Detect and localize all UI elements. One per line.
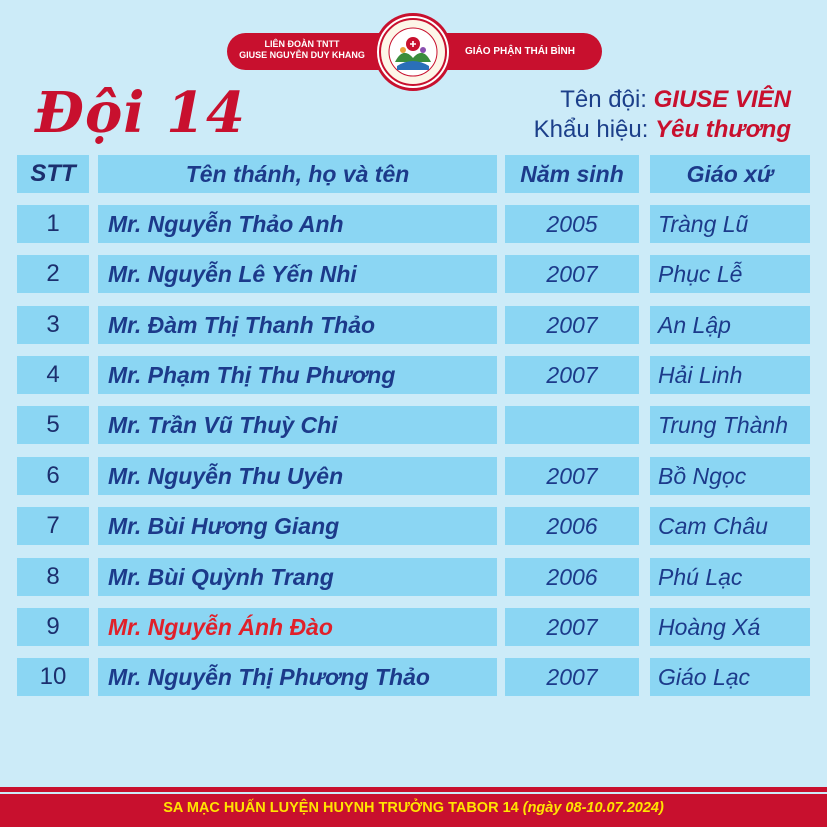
row-parish: Hoàng Xá [650, 608, 810, 646]
team-motto-value: Yêu thương [655, 116, 791, 143]
row-parish: Tràng Lũ [650, 205, 810, 243]
row-name: Mr. Nguyễn Thu Uyên [98, 457, 497, 495]
row-stt: 5 [17, 406, 89, 444]
row-name: Mr. Nguyễn Thị Phương Thảo [98, 658, 497, 696]
row-year: 2007 [505, 457, 639, 495]
row-year: 2007 [505, 356, 639, 394]
header-stt: STT [17, 155, 89, 193]
row-parish: Phú Lạc [650, 558, 810, 596]
header-parish: Giáo xứ [650, 155, 810, 193]
row-year: 2007 [505, 608, 639, 646]
header-name: Tên thánh, họ và tên [98, 155, 497, 193]
team-motto-label: Khẩu hiệu: [533, 116, 649, 143]
row-name: Mr. Đàm Thị Thanh Thảo [98, 306, 497, 344]
row-stt: 4 [17, 356, 89, 394]
row-parish: Trung Thành [650, 406, 810, 444]
team-name-line [560, 86, 791, 114]
row-name: Mr. Bùi Quỳnh Trang [98, 558, 497, 596]
team-motto-line [534, 116, 791, 144]
row-stt: 7 [17, 507, 89, 545]
row-parish: Bồ Ngọc [650, 457, 810, 495]
footer-text: SA MẠC HUẤN LUYỆN HUYNH TRƯỞNG TABOR 14 [163, 800, 519, 816]
row-name: Mr. Nguyễn Thảo Anh [98, 205, 497, 243]
federation-line1: LIÊN ĐOÀN TNTT [264, 39, 340, 49]
team-name-value: GIUSE VIÊN [653, 86, 791, 113]
team-name-label: Tên đội: [560, 86, 647, 113]
row-name: Mr. Nguyễn Lê Yến Nhi [98, 255, 497, 293]
row-name: Mr. Phạm Thị Thu Phương [98, 356, 497, 394]
footer-date: (ngày 08-10.07.2024) [522, 800, 664, 816]
row-stt: 9 [17, 608, 89, 646]
row-parish: Hải Linh [650, 356, 810, 394]
federation-line2: GIUSE NGUYỄN DUY KHANG [239, 50, 365, 60]
row-parish: Giáo Lạc [650, 658, 810, 696]
row-year: 2005 [505, 205, 639, 243]
row-stt: 2 [17, 255, 89, 293]
row-name: Mr. Trần Vũ Thuỳ Chi [98, 406, 497, 444]
row-name: Mr. Nguyễn Ánh Đào [98, 608, 497, 646]
row-name: Mr. Bùi Hương Giang [98, 507, 497, 545]
row-parish: An Lập [650, 306, 810, 344]
row-year [505, 406, 639, 444]
row-year: 2006 [505, 507, 639, 545]
diocese-logo-icon [374, 13, 452, 91]
row-year: 2006 [505, 558, 639, 596]
footer-banner [0, 794, 827, 827]
row-year: 2007 [505, 306, 639, 344]
row-stt: 8 [17, 558, 89, 596]
row-year: 2007 [505, 255, 639, 293]
row-stt: 6 [17, 457, 89, 495]
row-year: 2007 [505, 658, 639, 696]
row-stt: 3 [17, 306, 89, 344]
row-stt: 1 [17, 205, 89, 243]
footer-divider [0, 787, 827, 792]
row-stt: 10 [17, 658, 89, 696]
header-year: Năm sinh [505, 155, 639, 193]
diocese-label: GIÁO PHẬN THÁI BÌNH [465, 46, 575, 57]
row-parish: Cam Châu [650, 507, 810, 545]
team-title: Đội 14 [35, 80, 246, 146]
row-parish: Phục Lễ [650, 255, 810, 293]
